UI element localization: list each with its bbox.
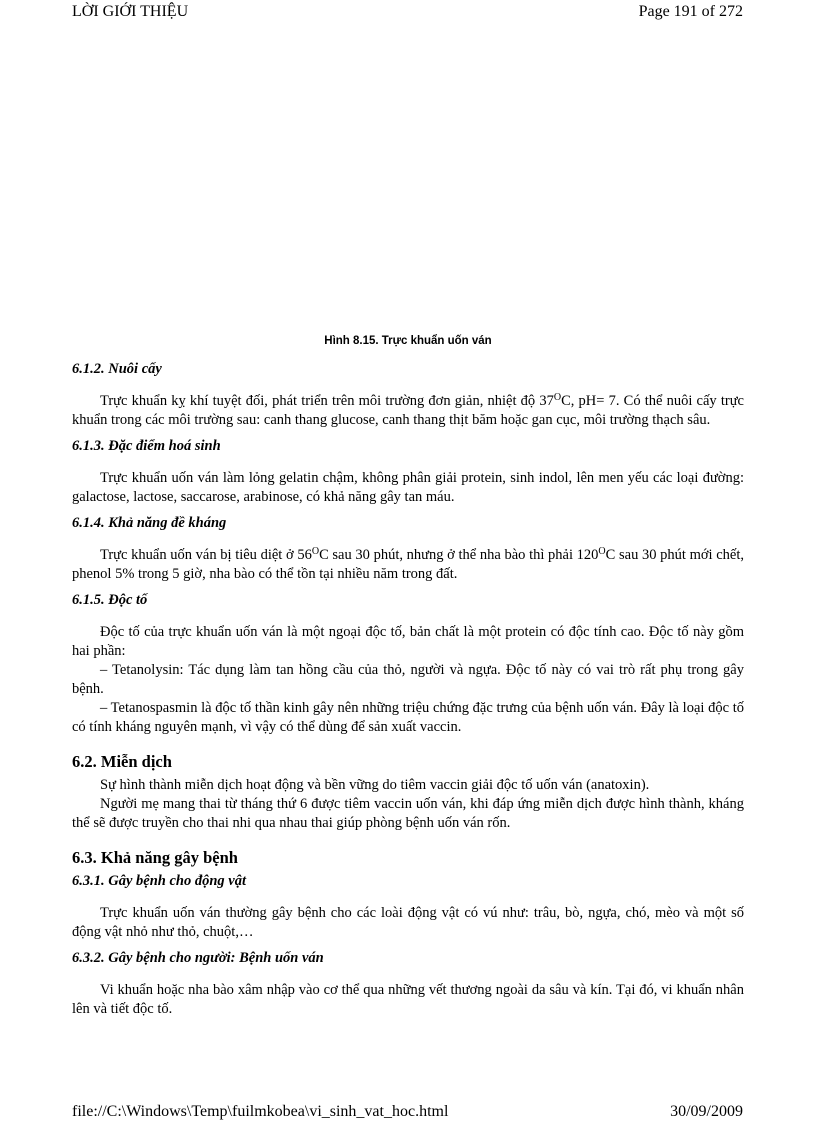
- paragraph: Độc tố của trực khuẩn uốn ván là một ngoại độc tố, bản chất là một protein có độc tính cao. Độc tố này gồm hai phần:: [72, 624, 744, 659]
- paragraph: Sự hình thành miễn dịch hoạt động và bền vững do tiêm vaccin giải độc tố uốn ván (anatoxin).: [100, 777, 650, 793]
- file-path: file://C:\Windows\Temp\fuilmkobea\vi_sinh_vat_hoc.html: [72, 1103, 449, 1120]
- paragraph: Trực khuẩn uốn ván thường gây bệnh cho các loài động vật có vú như: trâu, bò, ngựa, chó, mèo và một số động vật nhỏ như thỏ, chuột,…: [72, 905, 744, 940]
- heading-6-1-2: 6.1.2. Nuôi cấy: [72, 361, 162, 377]
- paragraph: – Tetanolysin: Tác dụng làm tan hồng cầu của thỏ, người và ngựa. Độc tố này có vai trò rất phụ trong gây bệnh.: [72, 662, 744, 697]
- page-number: Page 191 of 272: [638, 3, 743, 20]
- heading-6-1-5: 6.1.5. Độc tố: [72, 592, 148, 608]
- header-title: LỜI GIỚI THIỆU: [72, 3, 189, 20]
- heading-6-3-2: 6.3.2. Gây bệnh cho người: Bệnh uốn ván: [72, 950, 324, 966]
- paragraph: Trực khuẩn kỵ khí tuyệt đối, phát triển trên môi trường đơn giản, nhiệt độ $37^OC$, pH= 7. Có thể nuôi cấy trực khuẩn trong các môi trường sau: canh thang glucose, canh thang thịt băm hoặc gan cục, môi trường thạch sâu.: [72, 392, 744, 428]
- heading-6-2: 6.2. Miễn dịch: [72, 752, 172, 771]
- paragraph: – Tetanospasmin là độc tố thần kinh gây nên những triệu chứng đặc trưng của bệnh uốn ván. Đây là loại độc tố có tính kháng nguyên mạnh, vì vậy có thể dùng để sản xuất vaccin.: [72, 700, 744, 735]
- document-body: [72, 360, 744, 1019]
- footer-date: 30/09/2009: [670, 1103, 743, 1120]
- paragraph: Vi khuẩn hoặc nha bào xâm nhập vào cơ thể qua những vết thương ngoài da sâu và kín. Tại đó, vi khuẩn nhân lên và tiết độc tố.: [72, 982, 744, 1017]
- paragraph: Trực khuẩn uốn ván bị tiêu diệt ở $56^OC$ sau 30 phút, nhưng ở thể nha bào thì phải $120^OC$ sau 30 phút mới chết, phenol 5% trong 5 giờ, nha bào có thể tồn tại nhiều năm trong đất.: [72, 546, 745, 582]
- paragraph: Người mẹ mang thai từ tháng thứ 6 được tiêm vaccin uốn ván, khi đáp ứng miễn dịch được hình thành, kháng thể sẽ được truyền cho thai nhi qua nhau thai giúp phòng bệnh uốn ván rốn.: [72, 796, 744, 831]
- heading-6-1-4: 6.1.4. Khả năng đề kháng: [72, 515, 227, 531]
- paragraph: Trực khuẩn uốn ván làm lỏng gelatin chậm, không phân giải protein, sinh indol, lên men yếu các loại đường: galactose, lactose, saccarose, arabinose, có khả năng gây tan máu.: [72, 470, 744, 505]
- heading-6-3: 6.3. Khả năng gây bệnh: [72, 848, 238, 867]
- heading-6-3-1: 6.3.1. Gây bệnh cho động vật: [72, 873, 246, 889]
- figure-caption: Hình 8.15. Trực khuẩn uốn ván: [324, 335, 492, 347]
- heading-6-1-3: 6.1.3. Đặc điểm hoá sinh: [72, 438, 221, 454]
